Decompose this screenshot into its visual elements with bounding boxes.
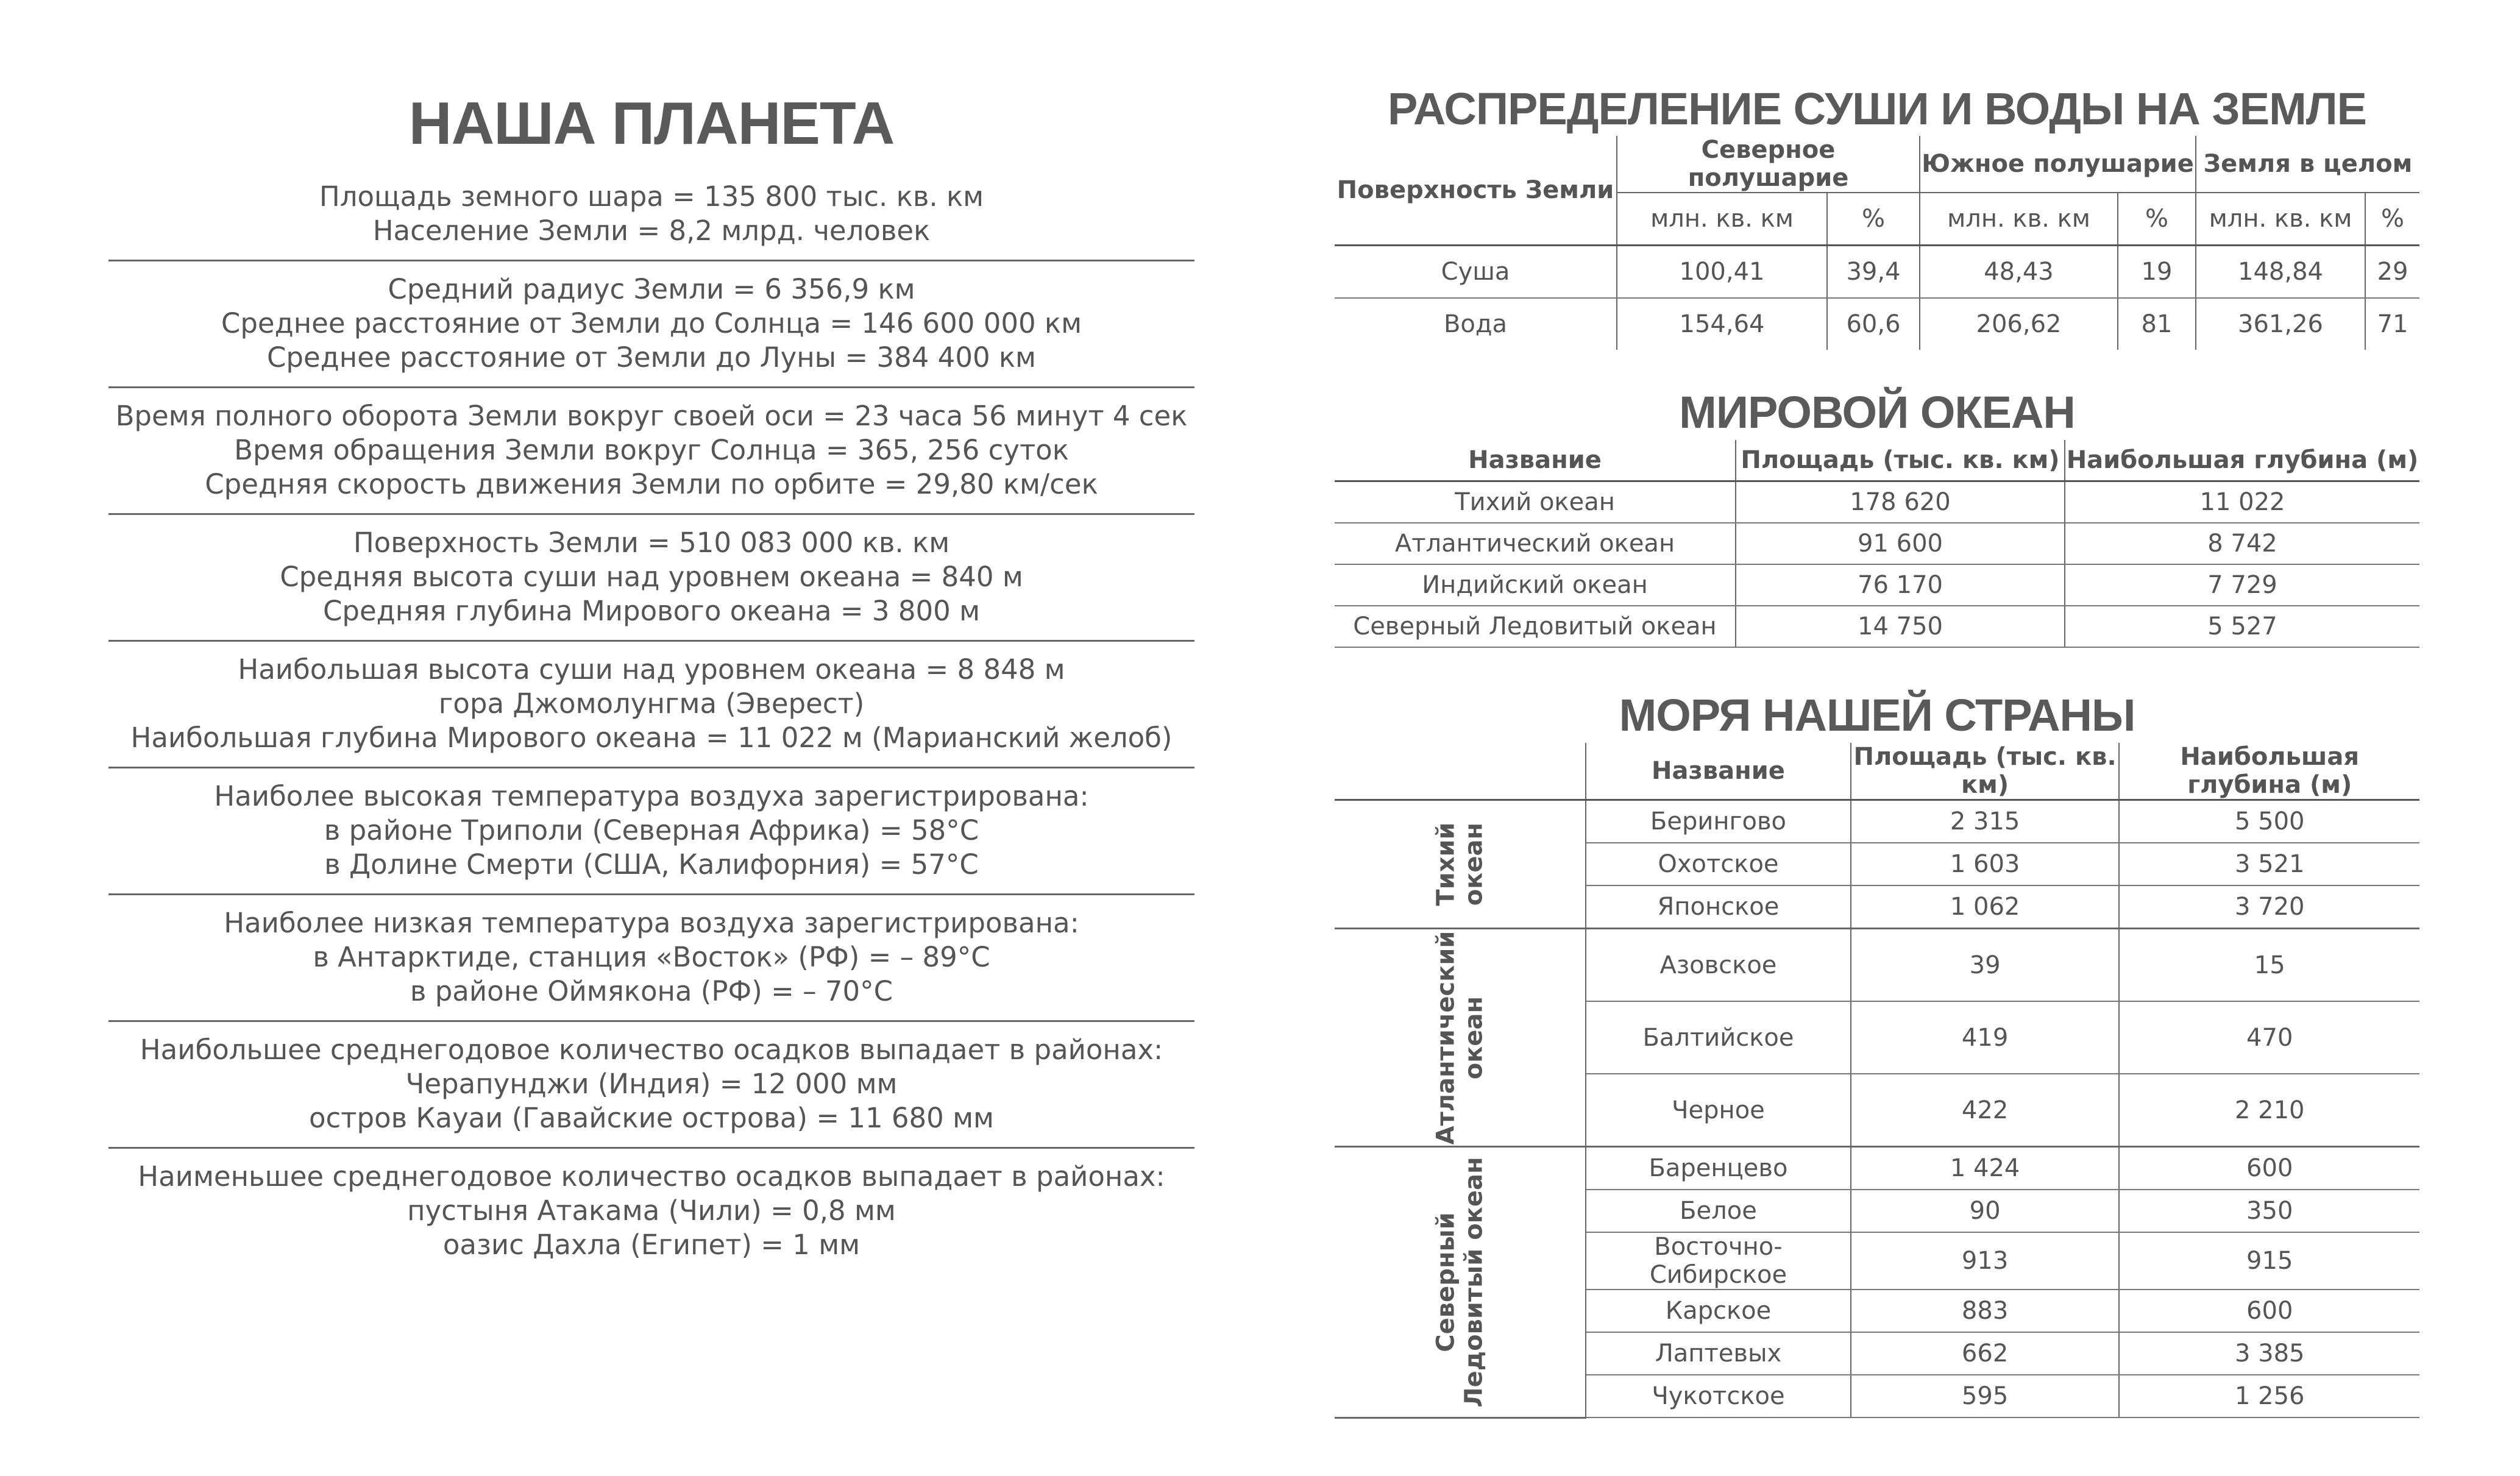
ocean-group-label: [1335, 1147, 1586, 1418]
table-cell: 600: [2119, 1290, 2419, 1332]
fact-line: в районе Триполи (Северная Африка) = 58°С: [324, 814, 979, 846]
table-cell: 3 720: [2119, 885, 2419, 929]
fact-line: Черапунджи (Индия) = 12 000 мм: [405, 1068, 898, 1100]
table-cell: 14 750: [1736, 606, 2065, 647]
unit-pct: %: [2365, 193, 2419, 246]
fact-line: Поверхность Земли = 510 083 000 кв. км: [353, 527, 950, 559]
table-cell: Чукотское: [1586, 1375, 1851, 1417]
ocean-group-label: [1335, 800, 1586, 929]
table-cell: 15: [2119, 929, 2419, 1002]
group-header-north: Северное полушарие: [1617, 136, 1920, 193]
seas-header-area: Площадь (тыс. кв. км): [1851, 743, 2120, 800]
fact-line: Среднее расстояние от Земли до Солнца = 146 600 000 км: [221, 307, 1082, 339]
seas-header-group: [1335, 743, 1586, 800]
fact-block: [108, 515, 1194, 642]
table-cell: 39,4: [1827, 246, 1920, 299]
ocean-group-text: [1432, 931, 1488, 1144]
fact-block: [108, 261, 1194, 388]
table-cell: Берингово: [1586, 800, 1851, 843]
fact-line: Наименьшее среднегодовое количество осадков выпадает в районах:: [138, 1160, 1165, 1193]
table-cell: 662: [1851, 1332, 2120, 1375]
ocean-group-text: [1432, 1157, 1488, 1407]
table-cell: Северный Ледовитый океан: [1335, 606, 1736, 647]
table-cell: 350: [2119, 1190, 2419, 1232]
table-cell: 883: [1851, 1290, 2120, 1332]
fact-block: [108, 1149, 1194, 1274]
table-cell: 29: [2365, 246, 2419, 299]
fact-line: Наиболее низкая температура воздуха зарегистрирована:: [224, 907, 1079, 939]
fact-line: в Долине Смерти (США, Калифорния) = 57°С: [324, 848, 979, 881]
ocean-group-line: Тихий: [1432, 822, 1460, 906]
table-cell: Баренцево: [1586, 1147, 1851, 1190]
fact-block: [108, 180, 1194, 261]
table-cell: Атлантический океан: [1335, 523, 1736, 564]
ocean-group-text: [1432, 822, 1488, 906]
ocean-group-line: Северный: [1432, 1212, 1460, 1352]
table-cell: Карское: [1586, 1290, 1851, 1332]
table-cell: 154,64: [1617, 298, 1827, 350]
table-cell: Индийский океан: [1335, 564, 1736, 606]
table-cell: 148,84: [2196, 246, 2365, 299]
table-row: [1335, 523, 2419, 564]
table-row: [1335, 564, 2419, 606]
seas-table: [1335, 743, 2419, 1419]
row-name: Суша: [1335, 246, 1617, 299]
table-cell: 5 527: [2065, 606, 2419, 647]
seas-header-name: Название: [1586, 743, 1851, 800]
ocean-title: МИРОВОЙ ОКЕАН: [1679, 387, 2075, 438]
surface-header: Поверхность Земли: [1335, 136, 1617, 246]
fact-line: Население Земли = 8,2 млрд. человек: [372, 215, 931, 247]
ocean-header-area: Площадь (тыс. кв. км): [1736, 440, 2065, 481]
ocean-header-name: Название: [1335, 440, 1736, 481]
fact-line: Средняя глубина Мирового океана = 3 800 м: [322, 595, 981, 627]
fact-block: [108, 1022, 1194, 1149]
table-cell: 600: [2119, 1147, 2419, 1190]
table-cell: Азовское: [1586, 929, 1851, 1002]
table-cell: Восточно-Сибирское: [1586, 1232, 1851, 1290]
table-cell: 1 603: [1851, 843, 2120, 885]
ocean-header-depth: Наибольшая глубина (м): [2065, 440, 2419, 481]
table-cell: 60,6: [1827, 298, 1920, 350]
table-cell: 3 521: [2119, 843, 2419, 885]
fact-line: в Антарктиде, станция «Восток» (РФ) = – 89°С: [313, 941, 990, 973]
table-cell: 76 170: [1736, 564, 2065, 606]
table-cell: 419: [1851, 1001, 2120, 1074]
unit-area: млн. кв. км: [1920, 193, 2118, 246]
table-cell: 3 385: [2119, 1332, 2419, 1375]
unit-area: млн. кв. км: [2196, 193, 2365, 246]
table-cell: Лаптевых: [1586, 1332, 1851, 1375]
ocean-group-label: [1335, 929, 1586, 1147]
table-cell: 178 620: [1736, 481, 2065, 523]
table-cell: 8 742: [2065, 523, 2419, 564]
table-cell: Белое: [1586, 1190, 1851, 1232]
fact-block: [108, 768, 1194, 895]
table-cell: 470: [2119, 1001, 2419, 1074]
tables-section: [1335, 82, 2419, 1419]
fact-line: гора Джомолунгма (Эверест): [438, 687, 865, 720]
land-water-table: [1335, 136, 2419, 350]
land-water-title: РАСПРЕДЕЛЕНИЕ СУШИ И ВОДЫ НА ЗЕМЛЕ: [1387, 83, 2367, 134]
row-name: Вода: [1443, 310, 1508, 338]
ocean-group-line: Атлантический: [1432, 931, 1460, 1144]
table-row: [1335, 246, 2419, 299]
ocean-group-line: Ледовитый океан: [1460, 1157, 1488, 1408]
table-cell: 39: [1851, 929, 2120, 1002]
table-cell: 361,26: [2196, 298, 2365, 350]
table-cell: 100,41: [1617, 246, 1827, 299]
facts-list: [108, 180, 1194, 1274]
fact-line: остров Кауаи (Гавайские острова) = 11 680 мм: [309, 1102, 994, 1134]
table-cell: 48,43: [1920, 246, 2118, 299]
table-cell: Японское: [1586, 885, 1851, 929]
table-row: [1335, 298, 2419, 350]
fact-line: Наиболее высокая температура воздуха зарегистрирована:: [214, 780, 1089, 812]
table-cell: 11 022: [2065, 481, 2419, 523]
table-cell: 2 315: [1851, 800, 2120, 843]
ocean-table: [1335, 440, 2419, 648]
seas-header-depth: Наибольшая глубина (м): [2119, 743, 2419, 800]
fact-line: Наибольшая глубина Мирового океана = 11 022 м (Марианский желоб): [130, 722, 1173, 754]
fact-block: [108, 388, 1194, 515]
fact-line: Наибольшая высота суши над уровнем океана = 8 848 м: [238, 653, 1065, 686]
table-cell: 206,62: [1920, 298, 2118, 350]
table-cell: 1 424: [1851, 1147, 2120, 1190]
table-cell: 913: [1851, 1232, 2120, 1290]
table-cell: 1 062: [1851, 885, 2120, 929]
ocean-group-line: океан: [1460, 822, 1488, 906]
unit-area: млн. кв. км: [1617, 193, 1827, 246]
table-row: [1335, 800, 2419, 843]
page-title: НАША ПЛАНЕТА: [408, 90, 895, 157]
table-cell: 2 210: [2119, 1074, 2419, 1147]
table-row: [1335, 606, 2419, 647]
fact-line: оазис Дахла (Египет) = 1 мм: [442, 1229, 861, 1261]
table-cell: 19: [2118, 246, 2196, 299]
fact-block: [108, 895, 1194, 1022]
table-cell: 90: [1851, 1190, 2120, 1232]
table-cell: 595: [1851, 1375, 2120, 1417]
fact-line: Площадь земного шара = 135 800 тыс. кв. км: [319, 180, 984, 213]
table-row: [1335, 929, 2419, 1002]
table-cell: 71: [2365, 298, 2419, 350]
table-cell: 7 729: [2065, 564, 2419, 606]
fact-block: [108, 642, 1194, 768]
fact-line: Среднее расстояние от Земли до Луны = 384 400 км: [266, 341, 1037, 374]
table-cell: 81: [2118, 298, 2196, 350]
table-cell: 1 256: [2119, 1375, 2419, 1417]
table-cell: Балтийское: [1586, 1001, 1851, 1074]
fact-line: Наибольшее среднегодовое количество осадков выпадает в районах:: [140, 1034, 1163, 1066]
table-cell: 91 600: [1736, 523, 2065, 564]
table-row: [1335, 1147, 2419, 1190]
group-header-south: Южное полушарие: [1920, 136, 2196, 193]
unit-pct: %: [1827, 193, 1920, 246]
fact-line: Время обращения Земли вокруг Солнца = 365, 256 суток: [234, 434, 1069, 466]
fact-line: Средняя скорость движения Земли по орбите = 29,80 км/сек: [205, 468, 1098, 500]
table-cell: 915: [2119, 1232, 2419, 1290]
fact-line: в районе Оймякона (РФ) = – 70°С: [410, 975, 893, 1007]
fact-line: Средний радиус Земли = 6 356,9 км: [388, 273, 915, 305]
table-cell: Тихий океан: [1335, 481, 1736, 523]
table-cell: Черное: [1586, 1074, 1851, 1147]
group-header-total: Земля в целом: [2196, 136, 2419, 193]
fact-line: Средняя высота суши над уровнем океана = 840 м: [280, 561, 1023, 593]
table-cell: 5 500: [2119, 800, 2419, 843]
fact-line: Время полного оборота Земли вокруг своей оси = 23 часа 56 минут 4 сек: [115, 400, 1188, 432]
unit-pct: %: [2118, 193, 2196, 246]
seas-title: МОРЯ НАШЕЙ СТРАНЫ: [1619, 690, 2135, 740]
ocean-group-line: океан: [1460, 996, 1488, 1079]
planet-facts-section: [108, 67, 1194, 1274]
fact-line: пустыня Атакама (Чили) = 0,8 мм: [407, 1194, 896, 1227]
table-cell: Охотское: [1586, 843, 1851, 885]
table-cell: 422: [1851, 1074, 2120, 1147]
table-row: [1335, 481, 2419, 523]
